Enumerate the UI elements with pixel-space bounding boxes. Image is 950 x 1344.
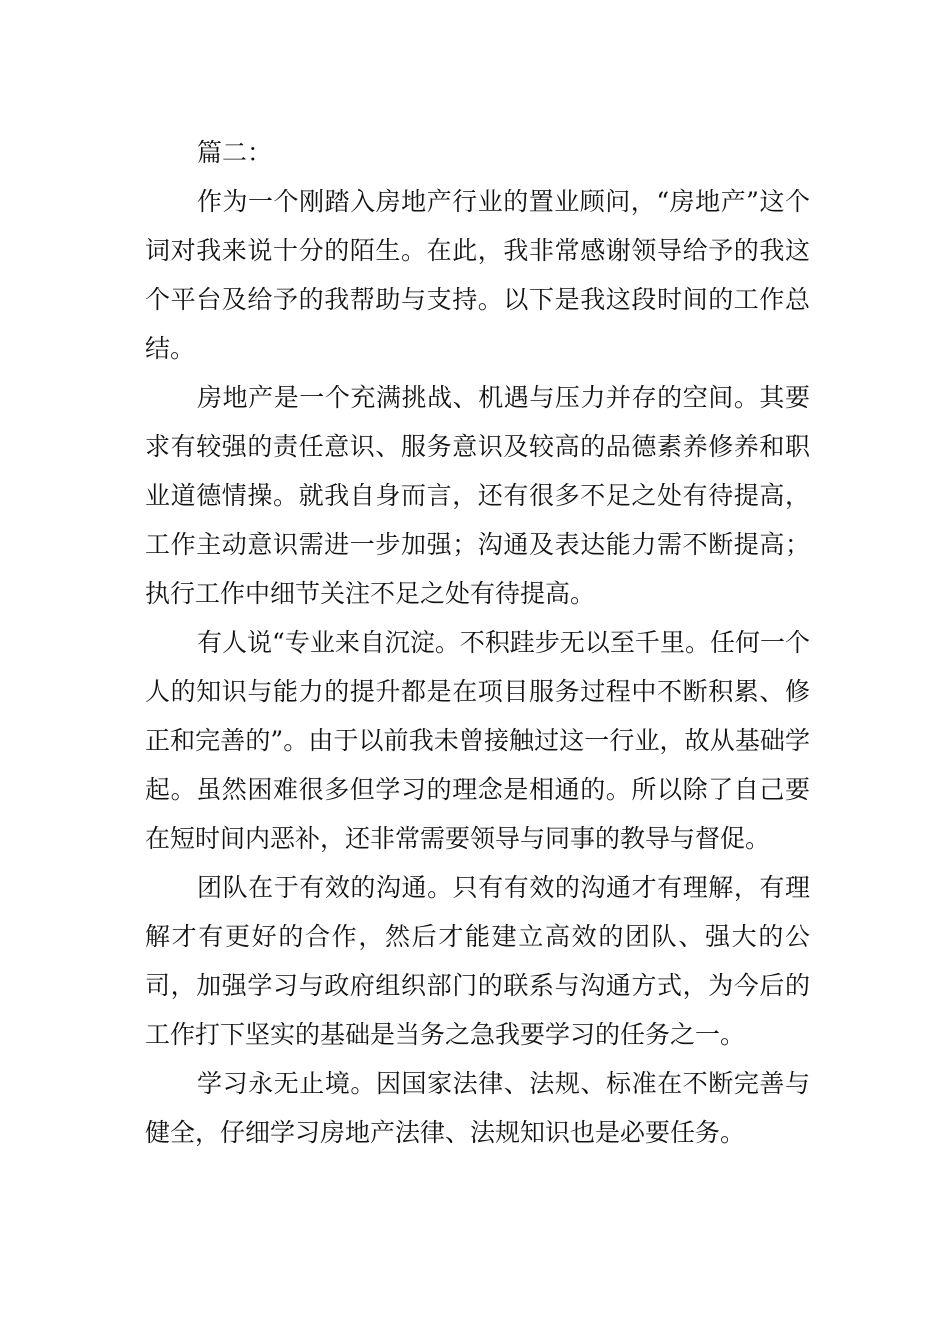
paragraph-4: 团队在于有效的沟通。只有有效的沟通才有理解，有理解才有更好的合作，然后才能建立高效的团队、强大的公司，加强学习与政府组织部门的联系与沟通方式，为今后的工作打下坚实的基础是当务之急我要学习的任务之一。 [145, 873, 810, 1049]
paragraph-3: 有人说“专业来自沉淀。不积跬步无以至千里。任何一个人的知识与能力的提升都是在项目服务过程中不断积累、修正和完善的”。由于以前我未曾接触过这一行业，故从基础学起。虽然困难很多但学习的理念是相通的。所以除了自己要在短时间内恶补，还非常需要领导与同事的教导与督促。 [145, 628, 810, 853]
paragraph-2: 房地产是一个充满挑战、机遇与压力并存的空间。其要求有较强的责任意识、服务意识及较高的品德素养修养和职业道德情操。就我自身而言，还有很多不足之处有待提高，工作主动意识需进一步加强；沟通及表达能力需不断提高；执行工作中细节关注不足之处有待提高。 [145, 383, 810, 608]
document-body [145, 128, 810, 1157]
paragraph-5: 学习永无止境。因国家法律、法规、标准在不断完善与健全，仔细学习房地产法律、法规知识也是必要任务。 [145, 1069, 810, 1147]
paragraph-1: 作为一个刚踏入房地产行业的置业顾问，“房地产”这个词对我来说十分的陌生。在此，我非常感谢领导给予的我这个平台及给予的我帮助与支持。以下是我这段时间的工作总结。 [145, 187, 810, 363]
section-heading: 篇二： [197, 138, 273, 167]
